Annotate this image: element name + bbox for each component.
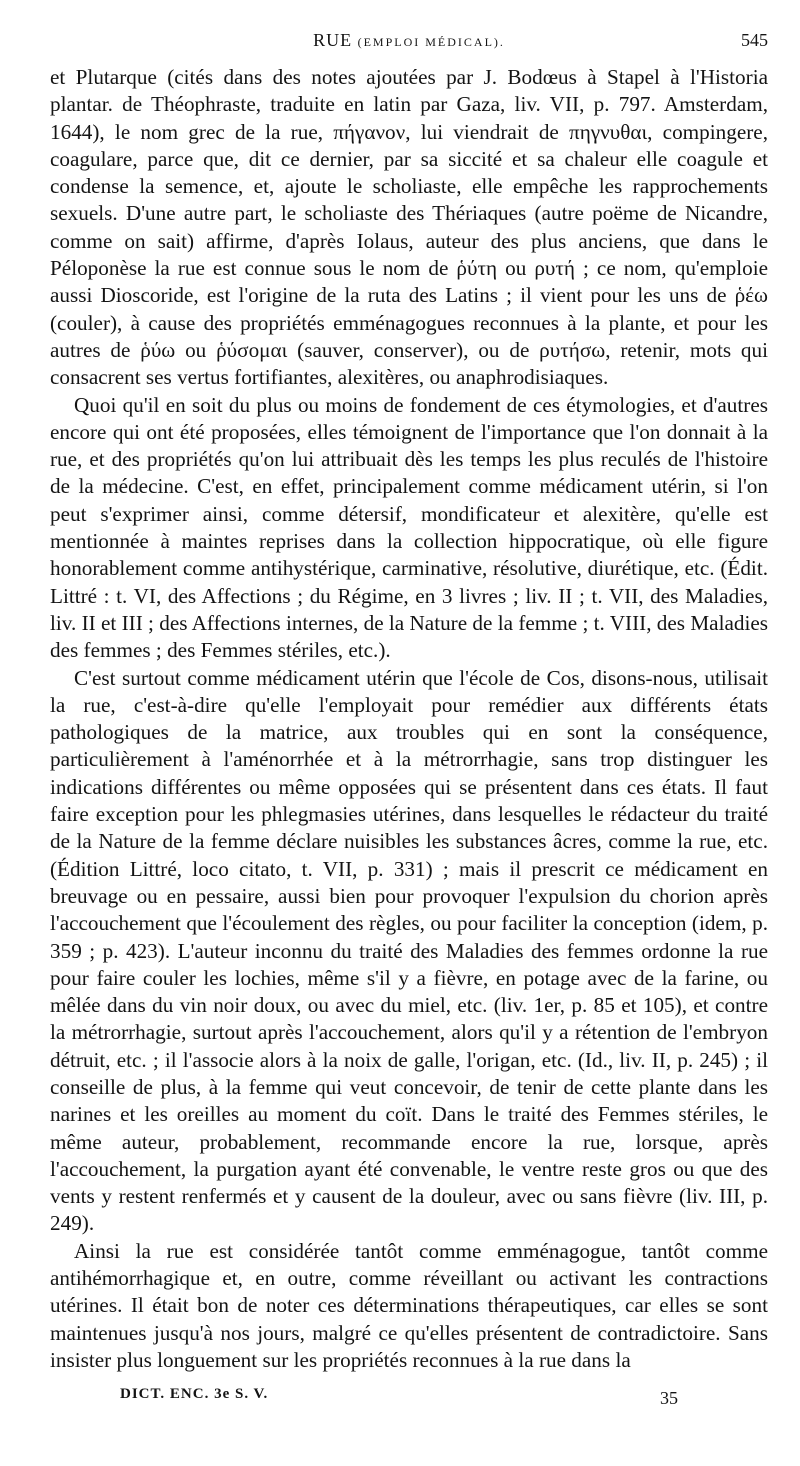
body-text bbox=[50, 64, 768, 1374]
paragraph-2: Quoi qu'il en soit du plus ou moins de fondement de ces étymologies, et d'autres encore qui ont été proposées, elles témoignent de l'importance que l'on donnait à la rue, et des propriétés qu'on lui attribuait dès les temps les plus reculés de l'histoire de la médecine. C'est, en effet, principalement comme médicament utérin, si l'on peut s'exprimer ainsi, comme détersif, mondificateur et alexitère, qu'elle est mentionnée à maintes reprises dans la collection hippocratique, où elle figure honorablement comme antihystérique, carminative, résolutive, diurétique, etc. (Édit. Littré : t. VI, des Affections ; du Régime, en 3 livres ; liv. II ; t. VII, des Maladies, liv. II et III ; des Affections internes, de la Nature de la femme ; t. VIII, des Maladies des femmes ; des Femmes stériles, etc.). bbox=[50, 392, 768, 663]
running-title-sub: (EMPLOI MÉDICAL). bbox=[357, 35, 505, 49]
running-title-main: RUE bbox=[313, 30, 353, 50]
printer-signature: DICT. ENC. 3e S. V. bbox=[120, 1386, 269, 1403]
document-page bbox=[50, 30, 768, 1410]
page-header bbox=[50, 30, 768, 56]
running-title bbox=[50, 30, 768, 51]
page-number: 545 bbox=[741, 30, 768, 50]
signature-number: 35 bbox=[660, 1388, 678, 1409]
paragraph-4: Ainsi la rue est considérée tantôt comme emménagogue, tantôt comme antihémorrhagique et, en outre, comme réveillant ou activant les contractions utérines. Il était bon de noter ces déterminations thérapeutiques, car elles se sont maintenues jusqu'à nos jours, malgré ce qu'elles présentent de contradictoire. Sans insister plus longuement sur les propriétés reconnues à la rue dans la bbox=[50, 1238, 768, 1372]
paragraph-1: et Plutarque (cités dans des notes ajoutées par J. Bodœus à Stapel à l'Historia plantar. de Théophraste, traduite en latin par Gaza, liv. VII, p. 797. Amsterdam, 1644), le nom grec de la rue, πήγανον, lui viendrait de πηγνυθαι, compingere, coagulare, parce que, dit ce dernier, par sa siccité et sa chaleur elle coagule et condense la semence, et, ajoute le scholiaste, elle empêche les rapprochements sexuels. D'une autre part, le scholiaste des Thériaques (autre poëme de Nicandre, comme on sait) affirme, d'après Iolaus, auteur des plus anciens, que dans le Péloponèse la rue est connue sous le nom de ῥύτη ou ρυτή ; ce nom, qu'emploie aussi Dioscoride, est l'origine de la ruta des Latins ; il vient pour les uns de ῥέω (couler), à cause des propriétés emménagogues reconnues à la plante, et pour les autres de ῥύω ou ῥύσομαι (sauver, conserver), ou de ρυτήσω, retenir, mots qui consacrent ses vertus fortifiantes, alexitères, ou anaphrodisiaques. bbox=[50, 65, 768, 390]
paragraph-3: C'est surtout comme médicament utérin que l'école de Cos, disons-nous, utilisait la rue, c'est-à-dire qu'elle l'employait pour remédier aux différents états pathologiques de la matrice, aux troubles qui en sont la conséquence, particulièrement à l'aménorrhée et à la métrorrhagie, sans trop distinguer les indications différentes ou même opposées qui se présentent dans ces états. Il faut faire exception pour les phlegmasies utérines, dans lesquelles le rédacteur du traité de la Nature de la femme déclare nuisibles les substances âcres, comme la rue, etc. (Édition Littré, loco citato, t. VII, p. 331) ; mais il prescrit ce médicament en breuvage ou en pessaire, aussi bien pour provoquer l'expulsion du chorion après l'accouchement que l'écoulement des règles, ou pour faciliter la conception (idem, p. 359 ; p. 423). L'auteur inconnu du traité des Maladies des femmes ordonne la rue pour faire couler les lochies, même s'il y a fièvre, en potage avec de la farine, ou mêlée dans du vin noir doux, ou avec du miel, etc. (liv. 1er, p. 85 et 105), et contre la métrorrhagie, surtout après l'accouchement, alors qu'il y a rétention de l'embryon détruit, etc. ; il l'associe alors à la noix de galle, l'origan, etc. (Id., liv. II, p. 245) ; il conseille de plus, à la femme qui veut concevoir, de tenir de cette plante dans les narines et les oreilles au moment du coït. Dans le traité des Femmes stériles, le même auteur, probablement, recommande encore la rue, lorsque, après l'accouchement, la purgation ayant été convenable, le ventre reste gros ou que des vents y restent renfermés et y causent de la douleur, avec ou sans fièvre (liv. III, p. 249). bbox=[50, 665, 768, 1236]
page-footer bbox=[50, 1386, 768, 1410]
